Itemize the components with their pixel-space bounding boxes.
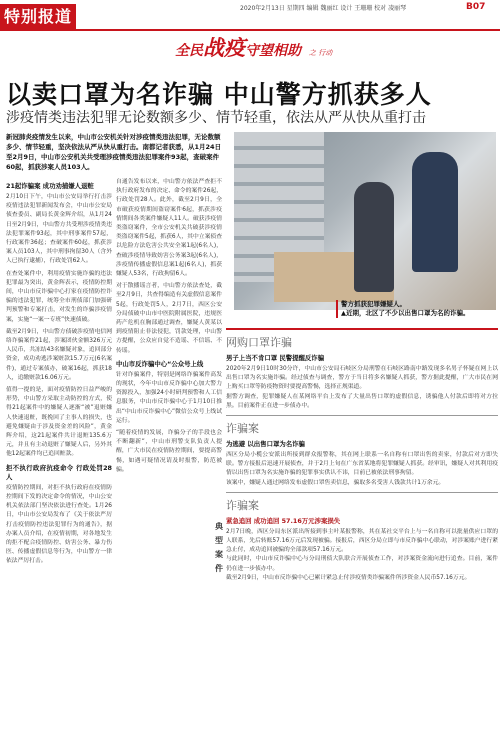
- case-kicker: 诈骗案: [226, 422, 259, 436]
- banner-part1: 全民: [175, 43, 203, 59]
- police-officer-shape: [412, 152, 458, 272]
- section-heading: 21起诈骗案 成功劝捕嫌人退赃: [6, 182, 94, 190]
- paragraph: 针对诈骗案件，特别是网络诈骗案件高发的现状，今年中山市反诈骗中心加大警力资源投入，加强24小时研判预警和人工信息服务，中山市反诈骗中心于1月10日推出“中山市反诈骗中心”微信公众号上线试运行。: [116, 371, 222, 424]
- paragraph: 2月10日下午，中山市公安局举行打击涉疫情违法犯罪新闻发布会，中山市公安局侦查委员、副局长黄金辉介绍，从1月24日至2月9日，中山警方共受理涉疫情类违法犯罪案件93起，其中刑事案件57起，行政案件36起；查破案件60起，抓获涉案人员103人，其中刑事拘留30人（含外人已执行逮捕），行政处罚62人。: [6, 194, 112, 265]
- page-number: B07: [466, 2, 486, 12]
- divider: [226, 415, 498, 416]
- paragraph: 疫情防控期间，对拒不执行政府在疫情防控期间下发的决定命令的情况，中山公安机关依法部门坚决依法进行查处。1月26日，中山市公安局发布了《关于依法严厉打击疫情防控违法犯罪行为的通告》，据办案人员介绍，在疫情初期，对各地发生的拒不配合疫情防控、妨害公务、暴力伤医、传播虚假信息等行为，中山警方一律依法严厉打击。: [6, 484, 112, 565]
- case-title: 紧急追回 成功追回 57.16万元涉案损失: [226, 516, 341, 525]
- case-title: 男子上当不肯口罩 民警提醒反诈骗: [226, 354, 325, 362]
- campaign-banner: [175, 32, 375, 64]
- case-kicker: 网购口罩诈骗: [226, 336, 292, 349]
- banner-part3: 守望相助: [245, 43, 301, 59]
- case-body: 该案中，嫌疑人通过网络发布虚假口罩售卖信息，骗取多名受害人钱款共计1万余元。: [226, 479, 445, 486]
- divider: [226, 492, 498, 493]
- case-title: 为逃避 以出售口罩为名诈骗: [226, 440, 305, 449]
- case-body: 西区分局小榄公安派出所接到群众报警称，其在网上联系一名自称有口罩出售的卖家，付款后对方即失联。警方接报后迅速开展侦查，并于2月上旬在广东省某地将犯罪嫌疑人抓获。经审讯，嫌疑人对其利用疫情以出售口罩为名实施诈骗的犯罪事实供认不讳，目前已被依法刑事拘留。: [226, 452, 498, 477]
- typical-cases: [226, 328, 498, 583]
- case-kicker: 诈骗案: [226, 498, 259, 512]
- case-body: 与此同时，中山市反诈骗中心与分局刑侦大队联合开展侦查工作，对涉案资金流向进行追查。目前，案件仍在进一步侦办中。: [226, 556, 498, 572]
- paragraph: 在查处案件中，利用疫情实施诈骗的违法犯罪最为突出，黄金辉表示，疫情防控期间，中山市反诈骗中心打家在疫情防控诈骗的违法犯罪，统筹全市刑侦部门加强研判预警和专案打击，对发生的诈骗涉疫情案，实施“一案一专班”快速侦破。: [6, 270, 112, 323]
- banner-part2: 战疫: [203, 35, 245, 60]
- person-shape: [354, 182, 394, 292]
- section-heading: 拒不执行政府抗疫命令 行政处罚28人: [6, 463, 112, 481]
- headline: 以卖口罩为名诈骗 中山警方抓获多人: [6, 80, 432, 109]
- paragraph: 自通告发布以来，中山警方依法严查拒不执行政府发布的决定、命令的案件26起，行政处罚28人。此外，截至2月9日，全市破获疫情期间盗窃案件6起，抓获涉疫情期间各类案件嫌疑人11人。破获涉疫情类盗窃案件，全市公安机关共破获涉疫情类盗窃案件5起，抓获6人，其中立案侦查以危险方法危害公共安全案1起(6名人)，查破涉疫情导致妨害公务案3起(6名人)，涉疫情传播虚假信息案1起(6名人)，抓获嫌疑人53名，行政拘留6人。: [116, 179, 222, 278]
- divider: [226, 328, 498, 330]
- case-body: 据警方调查，犯罪嫌疑人在某网络平台上发布了大量出售口罩的虚假信息，诱骗他人付款后即将对方拉黑。目前案件正在进一步侦办中。: [226, 393, 498, 409]
- typical-cases-label: 典型案件: [215, 522, 223, 573]
- section-tab: 特别报道: [0, 4, 76, 29]
- paragraph: 截至2月9日，中山警方侦破涉疫情电信网络诈骗案件21起，涉案团伙金额326万元人民币，共冻结43名嫌疑对象，追回部分资金，成功劝逃涉案赃款15.7万元(6名案件)，通过专案侦办，破案16起，抓获18人，追缴赃款16.06万元。: [6, 328, 112, 381]
- lead-paragraph: 新冠肺炎疫情发生以来，中山市公安机关针对涉疫情类违法犯罪，无论数额多少、情节轻重，坚决依法从严从快从重打击。南都记者获悉，从1月24日至2月9日，中山市公安机关共受理涉疫情类违法犯罪案件93起，查破案件60起，抓获涉案人员103人。: [6, 133, 222, 171]
- case-body: 2月7日晚，西区分局东区派出所接到事主叶某报警称，其在某社交平台上与一名自称可以批量供应口罩的人联系，先后转账57.16万元后发现被骗。接报后，西区分局立即与市反诈骗中心联动，对涉案账户进行紧急止付，成功追回被骗的全部款项57.16万元。: [226, 528, 498, 554]
- section-heading: 中山市反诈骗中心“公众号上线: [116, 359, 204, 368]
- issue-meta: 2020年2月13日 星期四 编辑 魏丽红 设计 王珊珊 校对 凌丽琴: [240, 5, 407, 12]
- case-body: 截至2月9日，中山市反诈骗中心已累计紧急止付涉疫情类诈骗案件所涉资金人民币57.16万元。: [226, 574, 471, 581]
- banner-rule: [0, 29, 500, 31]
- case-body: 2020年2月9日10时30分许，中山市公安局石岐区分局刑警在石岐区路南中路发现多名男子怀疑在网上以出售口罩为名实施诈骗。经过侦查与调查，警方于当日将多名嫌疑人抓获，警方据此提醒，广大市民在网上购买口罩等防疫物资时要提高警惕，选择正规渠道。: [226, 366, 498, 391]
- subheadline: 涉疫情类违法犯罪无论数额多少、情节轻重，依法从严从快从重打击: [6, 110, 426, 126]
- photo-caption: 警方抓获犯罪嫌疑人。 ▲近期，北区了不少以出售口罩为名的诈骗。: [336, 300, 500, 318]
- article-column-2: [116, 178, 222, 744]
- news-photo: [234, 132, 496, 310]
- paragraph: “随着疫情的发展，诈骗分子的手段也会不断翻新”，中山市刑警支队负责人提醒，广大市民在疫情防控期间，要提高警惕，如遇可疑情况请及时报警，防范被骗。: [116, 430, 222, 473]
- banner-part4: 之 行动: [309, 49, 333, 57]
- paragraph: 对于散播谣言者，中山警方依法查处，截至2月9日，共查得编造有关虚假信息案件5起，行政处罚5人，2月7日，西区公安分局侦破中山市中医院附属医院，违规医药产危机在胸部通过调查，嫌疑人黄某以到疫情阻止非法侵犯，罚款处理，中山警方提醒，公众应自觉不造谣、不信谣、不传谣。: [116, 283, 222, 354]
- article-column-1: [6, 178, 112, 744]
- paragraph: 值得一提的是，面对疫情防控日益严峻的形势，中山警方采取主动防控的方式，使得21起案件中的嫌疑人逐渐“被”退赃嫌人快速退赃，既挽回了主事人的损失，也避免嫌疑由于涉及资金差的风险”，黄金辉介绍，这21起案件共计退赃135.6万元，并且有主动退赃了嫌疑人后，另外其他12起案件均已追回赃款。: [6, 387, 112, 458]
